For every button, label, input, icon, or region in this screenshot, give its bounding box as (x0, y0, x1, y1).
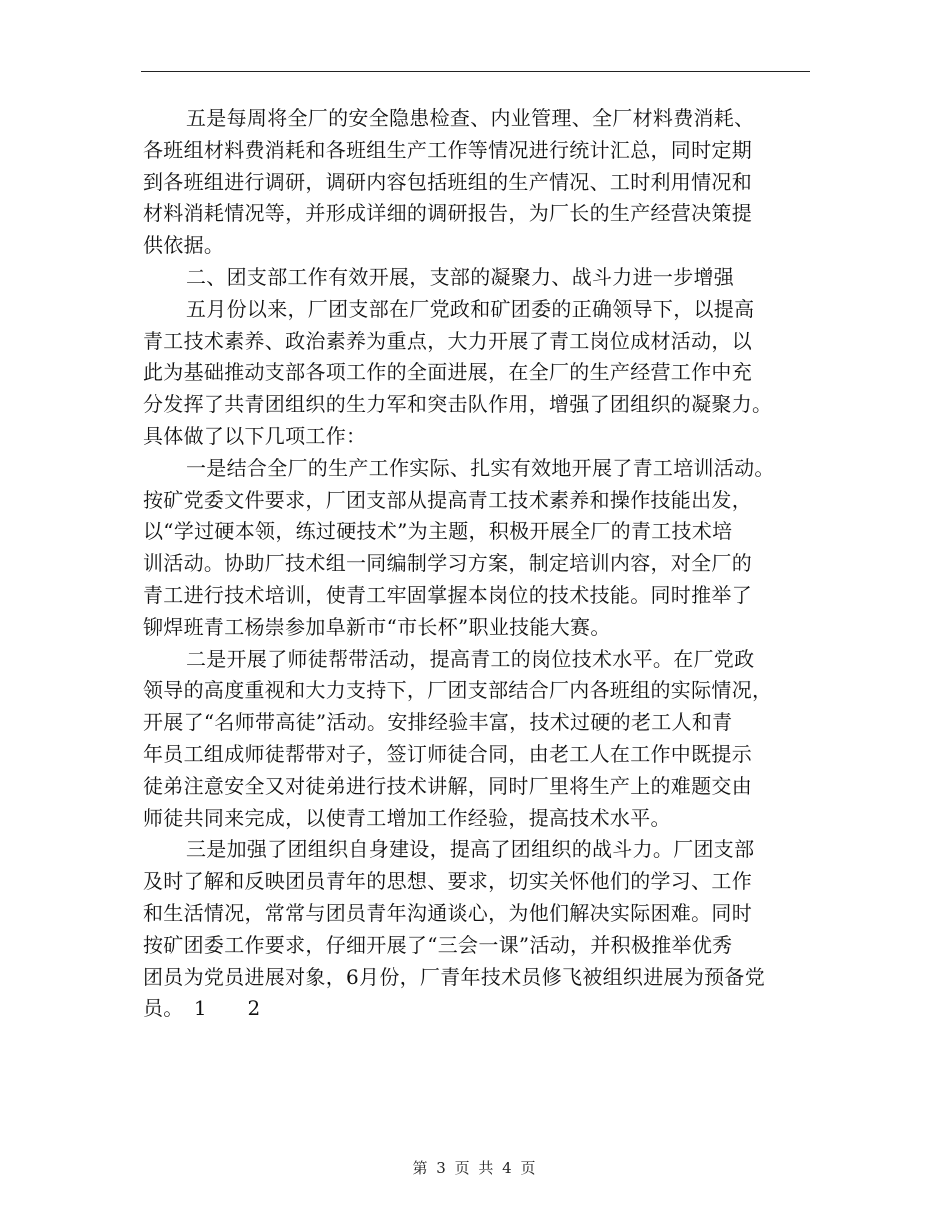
text-line: 青工技术素养、政治素养为重点，大力开展了青工岗位成材活动，以 (143, 328, 752, 353)
text-line: 材料消耗情况等，并形成详细的调研报告，为厂长的生产经营决策提 (143, 201, 752, 226)
section-heading (143, 262, 815, 294)
text-line: 按矿党委文件要求，厂团支部从提高青工技术素养和操作技能出发， (143, 487, 752, 512)
text-line: 五是每周将全厂的安全隐患检查、内业管理、全厂材料费消耗、 (186, 106, 755, 130)
text-line: 员。 1 2 (143, 996, 261, 1021)
text-line: 以“学过硬本领，练过硬技术”为主题，积极开展全厂的青工技术培 (143, 519, 733, 544)
text-line: 分发挥了共青团组织的生力军和突击队作用，增强了团组织的凝聚力。 (143, 392, 773, 417)
text-line: 按矿团委工作要求，仔细开展了“三会一课”活动，并积极推举优秀 (143, 932, 733, 957)
paragraph-intro (143, 294, 815, 453)
text-line: 一是结合全厂的生产工作实际、扎实有效地开展了青工培训活动。 (186, 455, 775, 480)
text-line: 训活动。协助厂技术组一同编制学习方案，制定培训内容，对全厂的 (143, 551, 752, 576)
text-line: 和生活情况，常常与团员青年沟通谈心，为他们解决实际困难。同时 (143, 900, 752, 925)
section-heading-text: 二、团支部工作有效开展，支部的凝聚力、战斗力进一步增强 (186, 264, 735, 289)
text-line: 团员为党员进展对象，6月份，厂青年技术员修飞被组织进展为预备党 (143, 964, 766, 989)
text-line: 各班组材料费消耗和各班组生产工作等情况进行统计汇总，同时定期 (143, 137, 752, 162)
text-line: 青工进行技术培训，使青工牢固掌握本岗位的技术技能。同时推举了 (143, 582, 752, 607)
document-body (143, 103, 815, 1025)
text-line: 供依据。 (143, 233, 225, 258)
text-line: 到各班组进行调研，调研内容包括班组的生产情况、工时利用情况和 (143, 169, 752, 194)
text-line: 徒弟注意安全又对徒弟进行技术讲解，同时厂里将生产上的难题交由 (143, 773, 752, 798)
text-line: 铆焊班青工杨崇参加阜新市“市长杯”职业技能大赛。 (143, 614, 611, 639)
text-line: 年员工组成师徒帮带对子，签订师徒合同，由老工人在工作中既提示 (143, 741, 752, 766)
text-line: 师徒共同来完成，以使青工增加工作经验，提高技术水平。 (143, 805, 671, 830)
text-line: 二是开展了师徒帮带活动，提高青工的岗位技术水平。在厂党政 (186, 646, 755, 671)
text-line: 具体做了以下几项工作： (143, 423, 367, 448)
text-line: 三是加强了团组织自身建设，提高了团组织的战斗力。厂团支部 (186, 837, 755, 862)
paragraph-item-five (143, 103, 815, 262)
page-number-footer: 第 3 页 共 4 页 (412, 1159, 538, 1177)
text-line: 五月份以来，厂团支部在厂党政和矿团委的正确领导下，以提高 (186, 296, 755, 321)
paragraph-item-two (143, 644, 815, 835)
text-line: 开展了“名师带高徒”活动。安排经验丰富，技术过硬的老工人和青 (143, 710, 733, 735)
paragraph-item-one (143, 453, 815, 644)
text-line: 领导的高度重视和大力支持下，厂团支部结合厂内各班组的实际情况， (143, 678, 773, 703)
text-line: 此为基础推动支部各项工作的全面进展，在全厂的生产经营工作中充 (143, 360, 752, 385)
paragraph-item-three (143, 834, 815, 1025)
text-line: 及时了解和反映团员青年的思想、要求，切实关怀他们的学习、工作 (143, 869, 752, 894)
header-rule (141, 71, 810, 72)
